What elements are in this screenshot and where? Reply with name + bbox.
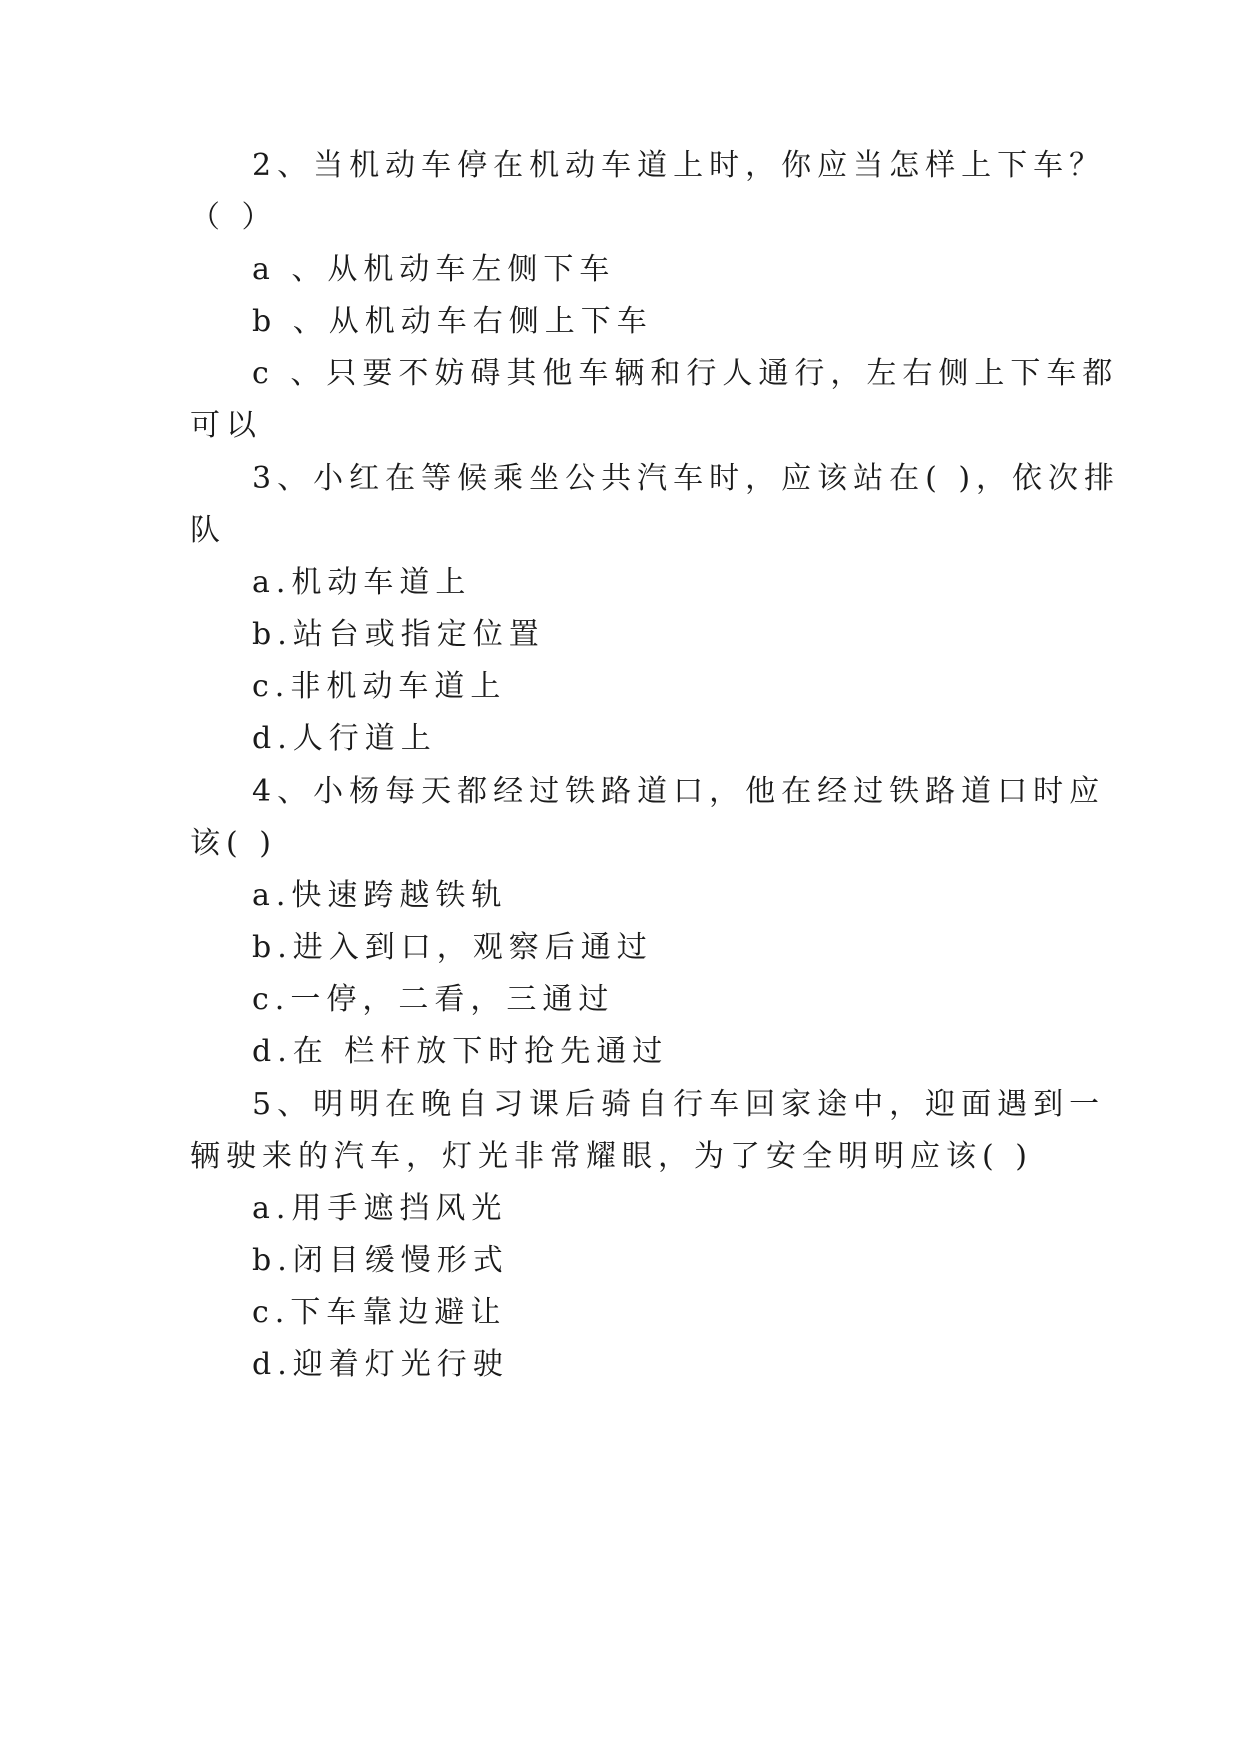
question-2-option-c-cont: 可以 [190,408,262,443]
question-3-option-d: d.人行道上 [252,721,437,756]
question-2-option-b: b 、从机动车右侧上下车 [252,304,653,339]
question-3-option-a: a.机动车道上 [252,565,472,600]
question-3-text-cont: 队 [190,513,226,548]
question-5-option-b: b.闭目缓慢形式 [252,1243,509,1278]
question-2-option-a: a 、从机动车左侧下车 [252,252,616,287]
question-4-option-a: a.快速跨越铁轨 [252,878,508,913]
question-5-option-c: c.下车靠边避让 [252,1295,507,1330]
question-5-option-d: d.迎着灯光行驶 [252,1347,509,1382]
question-4-text-cont: 该( ) [190,826,277,861]
question-5-text-cont: 辆驶来的汽车，灯光非常耀眼，为了安全明明应该( ) [190,1139,1033,1174]
question-3-option-c: c.非机动车道上 [252,669,507,704]
question-2-text: 2、当机动车停在机动车道上时，你应当怎样上下车？ [252,148,1106,183]
question-4-option-c: c.一停，二看，三通过 [252,982,615,1017]
question-4-text: 4、小杨每天都经过铁路道口，他在经过铁路道口时应 [252,774,1106,809]
question-2-text-cont: （ ） [190,200,278,235]
question-2-option-c: c 、只要不妨碍其他车辆和行人通行，左右侧上下车都 [252,356,1119,391]
question-4-option-b: b.进入到口，观察后通过 [252,930,653,965]
question-5-option-a: a.用手遮挡风光 [252,1191,508,1226]
question-3-text: 3、小红在等候乘坐公共汽车时，应该站在( )，依次排 [252,461,1121,496]
question-3-option-b: b.站台或指定位置 [252,617,545,652]
question-5-text: 5、明明在晚自习课后骑自行车回家途中，迎面遇到一 [252,1087,1106,1122]
question-4-option-d: d.在 栏杆放下时抢先通过 [252,1034,669,1069]
